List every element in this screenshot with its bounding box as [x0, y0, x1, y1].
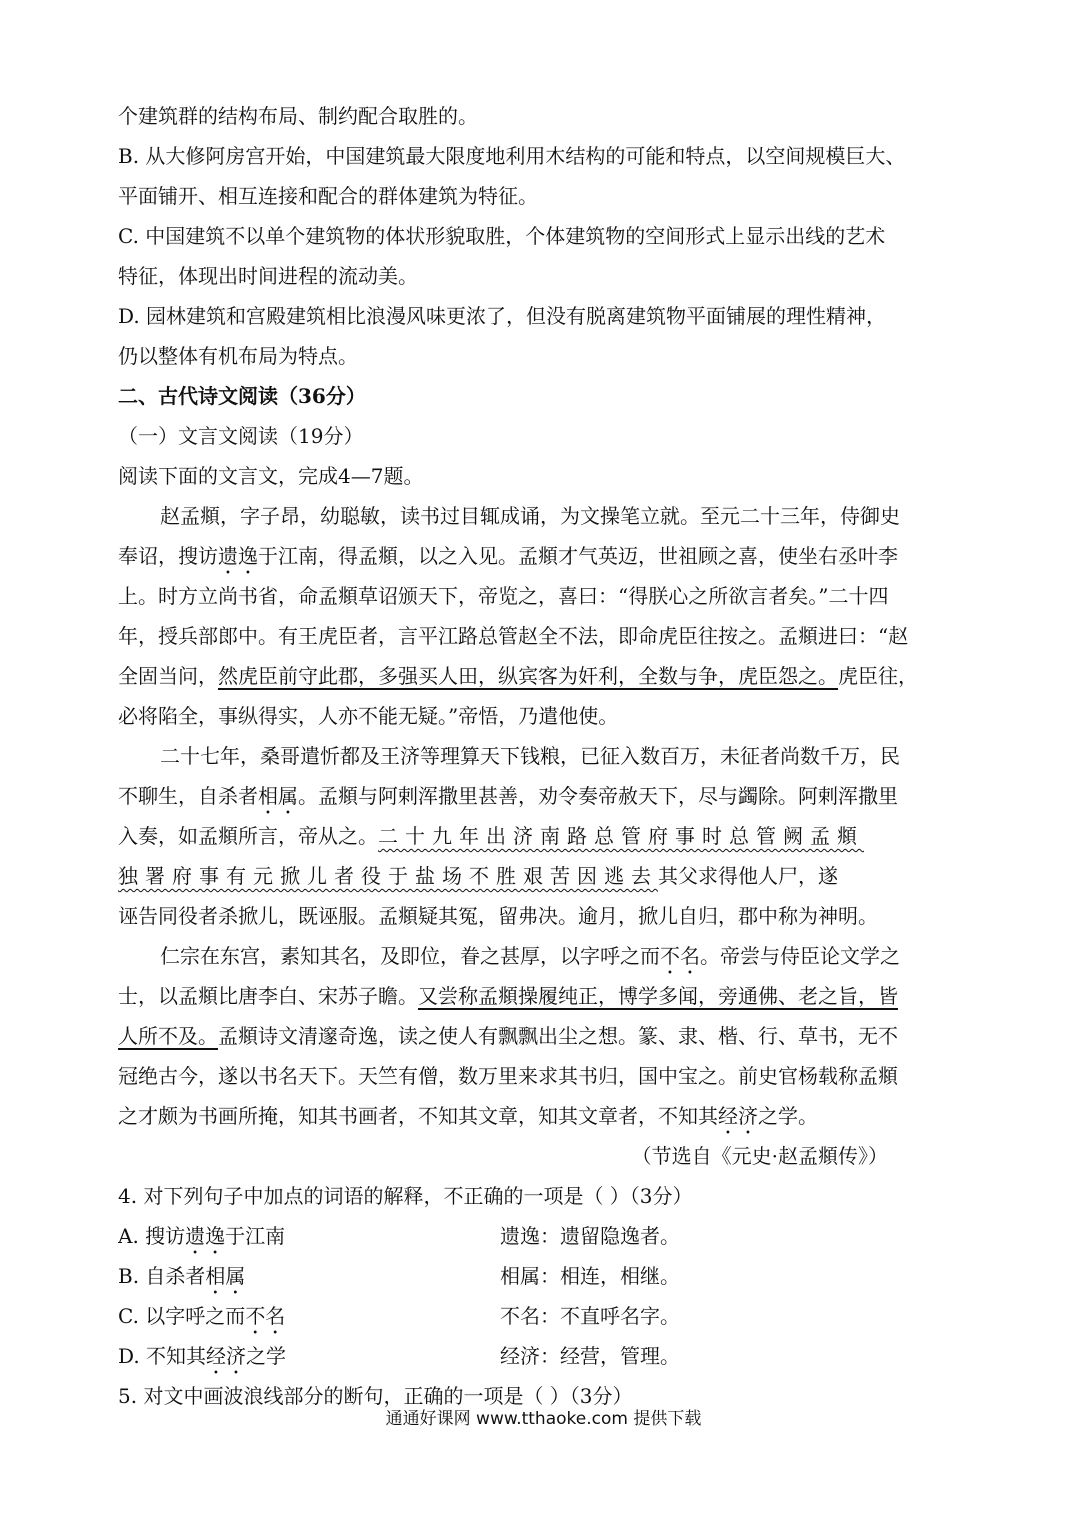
- text-line: 特征，体现出时间进程的流动美。: [118, 264, 418, 288]
- passage-line: 诬告同役者杀掀儿，既诬服。孟頫疑其冤，留弗决。逾月，掀儿自归，郡中称为神明。: [118, 904, 878, 928]
- passage-line: [118, 856, 973, 896]
- passage-line: 年，授兵部郎中。有王虎臣者，言平江路总管赵全不法，即命虎臣往按之。孟頫进曰：“赵: [118, 624, 909, 648]
- text-span: 之学。: [758, 1104, 818, 1128]
- text-span: 仁宗在东宫，素知其名，及即位，眷之甚厚，以字呼之而: [160, 944, 660, 968]
- wavy-underlined-text: 独署府事有元掀儿者役于盐场不胜艰苦因逃去: [118, 864, 658, 888]
- passage-line: 必将陷全，事纵得实，人亦不能无疑。”帝悟，乃遣他使。: [118, 704, 619, 728]
- text-span: 士，以孟頫比唐李白、宋苏子瞻。: [118, 984, 418, 1008]
- dotted-word: 不名: [660, 944, 700, 968]
- underlined-sentence: 人所不及。: [118, 1024, 218, 1048]
- question-4-option-d: [118, 1336, 973, 1376]
- text-span: 虎臣往，: [838, 664, 918, 688]
- underlined-sentence: 然虎臣前守此郡，多强买人田，纵宾客为奸利，全数与争，虎臣怨之。: [218, 664, 838, 688]
- text-span: 其父求得他人尸，遂: [658, 864, 838, 888]
- dotted-word: 不名: [245, 1304, 286, 1328]
- text-line: 平面铺开、相互连接和配合的群体建筑为特征。: [118, 184, 538, 208]
- underlined-sentence: 又尝称孟頫操履纯正，博学多闻，旁通佛、老之旨，皆: [418, 984, 898, 1008]
- text-span: 于江南，得孟頫，以之入见。孟頫才气英迈，世祖顾之喜，使坐右丞叶李: [258, 544, 898, 568]
- passage-line: [118, 536, 973, 576]
- option-b-text: B. 从大修阿房宫开始，中国建筑最大限度地利用木结构的可能和特点，以空间规模巨大、: [118, 144, 906, 168]
- passage-line: [118, 656, 973, 696]
- passage-line: 赵孟頫，字子昂，幼聪敏，读书过目辄成诵，为文操笔立就。至元二十三年，侍御史: [160, 504, 900, 528]
- page-footer: 通通好课网 www.tthaoke.com 提供下载: [385, 1409, 702, 1429]
- passage-line: 上。时方立尚书省，命孟頫草诏颁天下，帝览之，喜曰：“得朕心之所欲言者矣。”二十四: [118, 584, 889, 608]
- text-span: 不聊生，自杀者: [118, 784, 258, 808]
- source-citation: （节选自《元史·赵孟頫传》）: [631, 1144, 888, 1168]
- passage-line: [118, 1096, 973, 1136]
- passage-line: [118, 816, 973, 856]
- passage-line: 二十七年，桑哥遣忻都及王济等理算天下钱粮，已征入数百万，未征者尚数千万，民: [160, 744, 900, 768]
- option-explanation: 遗逸：遗留隐逸者。: [500, 1224, 680, 1248]
- question-4-option-a: [118, 1216, 973, 1256]
- document-page: [118, 96, 973, 1416]
- wavy-underlined-text: 二十九年出济南路总管府事时总管阙孟頫: [378, 824, 864, 848]
- text-span: 之才颇为书画所掩，知其书画者，不知其文章，知其文章者，不知其: [118, 1104, 718, 1128]
- option-sentence: D. 不知其经济之学: [118, 1344, 287, 1368]
- dotted-word: 经济: [206, 1344, 247, 1368]
- passage-line: 冠绝古今，遂以书名天下。天竺有僧，数万里来求其书归，国中宝之。前史官杨载称孟頫: [118, 1064, 898, 1088]
- dotted-word: 遗逸: [218, 544, 258, 568]
- option-sentence: A. 搜访遗逸于江南: [118, 1224, 286, 1248]
- passage-line: [118, 1016, 973, 1056]
- question-5: 5. 对文中画波浪线部分的断句，正确的一项是（ ）（3分）: [118, 1384, 633, 1408]
- text-span: 入奏，如孟頫所言，帝从之。: [118, 824, 378, 848]
- question-4: 4. 对下列句子中加点的词语的解释，不正确的一项是（ ）（3分）: [118, 1184, 693, 1208]
- option-d-text: D. 园林建筑和宫殿建筑相比浪漫风味更浓了，但没有脱离建筑物平面铺展的理性精神，: [118, 304, 887, 328]
- option-explanation: 经济：经营，管理。: [500, 1344, 680, 1368]
- text-span: 。帝尝与侍臣论文学之: [700, 944, 900, 968]
- text-line: 仍以整体有机布局为特点。: [118, 344, 358, 368]
- passage-line: [118, 976, 973, 1016]
- option-sentence: B. 自杀者相属: [118, 1264, 246, 1288]
- option-explanation: 相属：相连，相继。: [500, 1264, 680, 1288]
- section-heading: 二、古代诗文阅读（36分）: [118, 384, 366, 408]
- dotted-word: 相属: [258, 784, 298, 808]
- passage-line: [118, 776, 973, 816]
- option-c-text: C. 中国建筑不以单个建筑物的体状形貌取胜，个体建筑物的空间形式上显示出线的艺术: [118, 224, 886, 248]
- question-4-option-c: [118, 1296, 973, 1336]
- dotted-word: 遗逸: [185, 1224, 226, 1248]
- passage-line: [118, 936, 973, 976]
- instruction-text: 阅读下面的文言文，完成4—7题。: [118, 464, 424, 488]
- subsection-heading: （一）文言文阅读（19分）: [118, 424, 364, 448]
- text-line: 个建筑群的结构布局、制约配合取胜的。: [118, 104, 478, 128]
- dotted-word: 相属: [205, 1264, 246, 1288]
- text-span: 孟頫诗文清邃奇逸，读之使人有飘飘出尘之想。篆、隶、楷、行、草书，无不: [218, 1024, 898, 1048]
- option-explanation: 不名：不直呼名字。: [500, 1304, 680, 1328]
- question-4-option-b: [118, 1256, 973, 1296]
- text-span: 奉诏，搜访: [118, 544, 218, 568]
- text-span: 。孟頫与阿剌浑撒里甚善，劝令奏帝赦天下，尽与蠲除。阿剌浑撒里: [298, 784, 898, 808]
- text-span: 全固当问，: [118, 664, 218, 688]
- option-sentence: C. 以字呼之而不名: [118, 1304, 286, 1328]
- dotted-word: 经济: [718, 1104, 758, 1128]
